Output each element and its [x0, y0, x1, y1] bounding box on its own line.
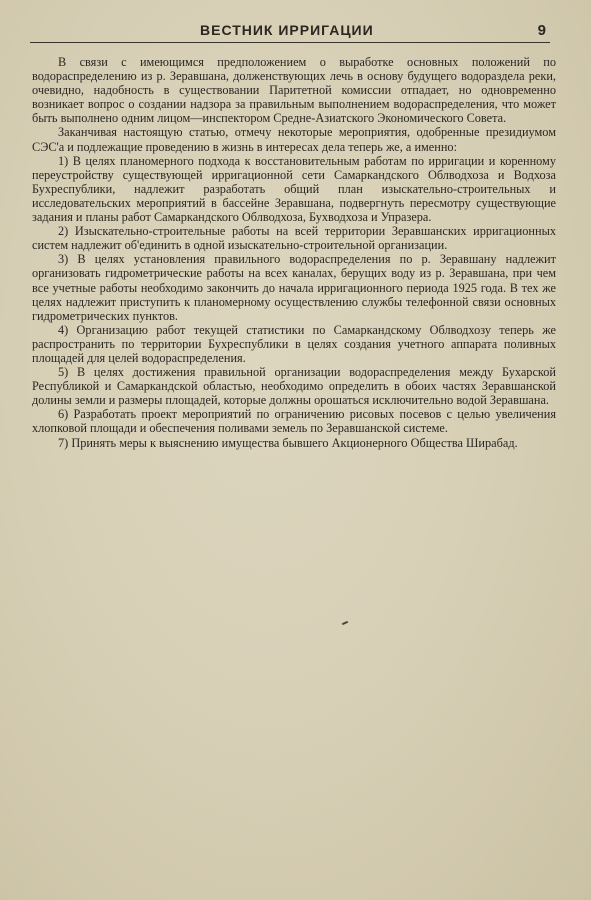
page-number: 9	[537, 22, 546, 39]
paragraph-intro: В связи с имеющимся предположением о выработке основных положений по водораспределению из р. Зеравшана, долженствующих лечь в основу будущего водораздела реки, очевидно, надобность в существовании Паритетной комиссии отпадает, но одновременно возникает вопрос о создании надзора за правильным выполнением водораспределения, что может быть выполнено одним лицом—инспектором Средне-Азиатского Экономического Совета.	[32, 55, 556, 126]
running-header	[30, 22, 550, 43]
paragraph-conclusion-lead: Заканчивая настоящую статью, отмечу некоторые мероприятия, одобренные президиумом СЭС'а и подлежащие проведению в жизнь в интересах дела теперь же, а именно:	[32, 125, 556, 154]
paragraph-item-5: 5) В целях достижения правильной организации водораспределения между Бухарской Республикой и Самаркандской областью, необходимо определить в обоих частях Зеравшанской долины земли и размеры площадей, которые должны орошаться исключительно водой Зеравшана.	[32, 365, 556, 408]
paragraph-item-6: 6) Разработать проект мероприятий по ограничению рисовых посевов с целью увеличения хлопковой площади и обеспечения поливами земель по Зеравшанской системе.	[32, 407, 556, 436]
paragraph-item-4: 4) Организацию работ текущей статистики по Самаркандскому Облводхозу теперь же распространить по территории Бухреспублики в целях создания учетного аппарата поливных площадей для целей водораспределения.	[32, 322, 556, 365]
stray-ink-mark	[342, 621, 348, 625]
paragraph-item-1: 1) В целях планомерного подхода к восстановительным работам по ирригации и коренному переустройству существующей ирригационной сети Самаркандского Облводхоза и Водхоза Бухреспублики, надлежит разработать общий план изыскательно-строительных и исследовательских мероприятий в бассейне Зеравшана, подвергнуть пересмотру существующие задания и планы работ Самаркандского Облводхоза, Бухводхоза и Упразера.	[32, 153, 556, 225]
journal-title: ВЕСТНИК ИРРИГАЦИИ	[200, 22, 374, 38]
paragraph-item-2: 2) Изыскательно-строительные работы на всей территории Зеравшанских ирригационных систем надлежит об'единить в одной изыскательно-строительной организации.	[32, 224, 556, 253]
paragraph-item-7: 7) Принять меры к выяснению имущества бывшего Акционерного Общества Ширабад.	[58, 435, 518, 450]
paragraph-item-3: 3) В целях установления правильного водораспределения по р. Зеравшану надлежит организовать гидрометрические работы на всех каналах, берущих воду из р. Зеравшана, при чем все учетные работы необходимо закончить до начала ирригационного периода 1925 года. В тех же целях надлежит приступить к планомерному осуществлению службы телефонной связи основных гидрометрических пунктов.	[32, 252, 556, 323]
article-body	[32, 55, 556, 450]
